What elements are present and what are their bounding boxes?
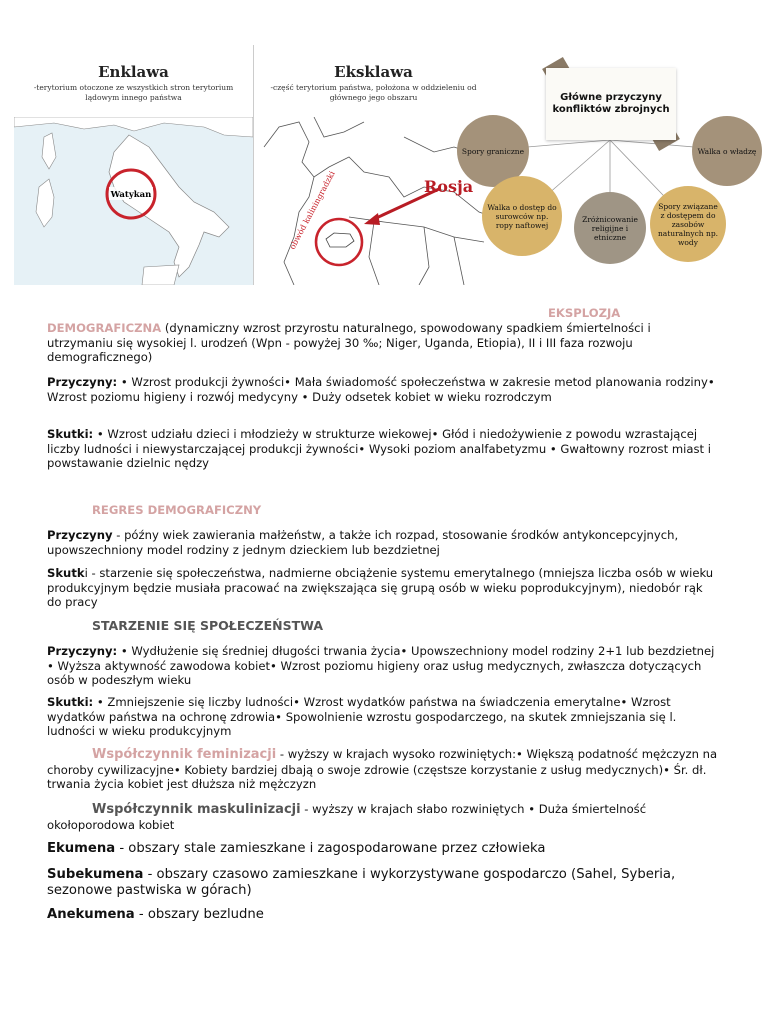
explosion-heading-2: DEMOGRAFICZNA — [47, 321, 162, 335]
causes-label: Przyczyny: — [47, 644, 118, 658]
masculinization-paragraph — [47, 802, 719, 832]
aging-causes — [47, 644, 719, 688]
effects-label: Skutki: — [47, 427, 94, 441]
term-definition: - obszary bezludne — [134, 907, 264, 922]
regres-causes — [47, 528, 719, 557]
feminization-text: - wyższy w krajach wysoko rozwiniętych:• Większą podatność mężczyzn na choroby cywilizacyjne• Kobiety bardziej dbają o swoje zdrowie (częstsze korzystanie z usług medycznych)• Śr. dł. trwania życia kobiet jest dłuższa niż mężczyzn — [47, 747, 718, 791]
russia-label: Rosja — [424, 177, 474, 196]
cause-bubble: Zróżnicowanie religijne i etniczne — [574, 192, 646, 264]
eksklawa-title: Eksklawa — [334, 63, 413, 81]
term-anekumena — [47, 907, 719, 923]
aging-effects — [47, 695, 719, 739]
explosion-paragraph — [47, 321, 719, 365]
feminization-paragraph — [47, 747, 719, 792]
causes-label: Przyczyny — [47, 528, 113, 542]
italy-map — [14, 117, 253, 285]
term-definition: - obszary stale zamieszkane i zagospodarowane przez człowieka — [115, 841, 546, 856]
masculinization-heading: Współczynnik maskulinizacji — [92, 802, 301, 817]
term-definition: - obszary czasowo zamieszkane i wykorzystywane gospodarczo (Sahel, Syberia, sezonowe pastwiska w górach) — [47, 867, 676, 898]
regres-heading: REGRES DEMOGRAFICZNY — [92, 503, 262, 517]
effects-text: • Wzrost udziału dzieci i młodzieży w strukturze wiekowej• Głód i niedożywienie z powodu wzrastającej liczby ludności i niewystarczającej produkcji żywności• Wysoki poziom analfabetyzmu • Gwałtowny rozrost miast i powstawanie dzielnic nędzy — [47, 427, 711, 470]
effects-text: • Zmniejszenie się liczby ludności• Wzrost wydatków państwa na świadczenia emerytalne• Wzrost wydatków państwa na ochronę zdrowia• Spowolnienie wzrostu gospodarczego, na skutek zmniejszania się l. ludności w wieku produkcyjnym — [47, 695, 677, 738]
effects-label: Skutk — [47, 566, 85, 580]
oblast-label: obwód kaliningradzki — [287, 169, 337, 251]
term-label: Subekumena — [47, 867, 144, 882]
effects-label: Skutki: — [47, 695, 94, 709]
aging-heading: STARZENIE SIĘ SPOŁECZEŃSTWA — [92, 618, 324, 633]
term-label: Anekumena — [47, 907, 135, 922]
eksklawa-subtitle: -część terytorium państwa, położona w oddzieleniu od głównego jego obszaru — [270, 83, 477, 102]
maps-figure — [14, 45, 492, 285]
enklawa-title: Enklawa — [98, 63, 169, 81]
conflicts-diagram — [452, 60, 768, 280]
explosion-heading-1: EKSPLOZJA — [548, 306, 621, 320]
explosion-effects — [47, 427, 719, 471]
cause-bubble: Spory graniczne — [457, 115, 529, 187]
explosion-desc: (dynamiczny wzrost przyrostu naturalnego, spowodowany spadkiem śmiertelności i utrzymaniu się wysokiej l. urodzeń (Wpn - powyżej 30 ‰; Niger, Uganda, Etiopia), II i III faza rozwoju demograficznego) — [47, 321, 651, 364]
cause-bubble: Walka o dostęp do surowców np. ropy naftowej — [482, 176, 562, 256]
enklawa-panel — [14, 45, 253, 285]
explosion-causes — [47, 375, 719, 404]
causes-text: - późny wiek zawierania małżeństw, a także ich rozpad, stosowanie środków antykoncepcyjnych, upowszechniony model rodziny z jednym dzieckiem lub bezdzietnej — [47, 528, 679, 557]
conflicts-center-note: Główne przyczyny konfliktów zbrojnych — [546, 68, 676, 140]
causes-text: • Wzrost produkcji żywności• Mała świadomość społeczeństwa w zakresie metod planowania rodziny• Wzrost poziomu higieny i rozwój medycyny • Duży odsetek kobiet w wieku rozrodczym — [47, 375, 715, 404]
masculinization-text: - wyższy w krajach słabo rozwiniętych • Duża śmiertelność okołoporodowa kobiet — [47, 802, 647, 832]
effects-text: i - starzenie się społeczeństwa, nadmierne obciążenie systemu emerytalnego (mniejsza liczba osób w wieku produkcyjnym będzie musiała pracować na zwiększająca się grupą osób w wieku poprodukcyjnym), niedobór rąk do pracy — [47, 566, 714, 609]
enklawa-subtitle: -terytorium otoczone ze wszystkich stron terytorium lądowym innego państwa — [33, 83, 234, 102]
cause-bubble: Walka o władzę — [692, 116, 762, 186]
causes-label: Przyczyny: — [47, 375, 118, 389]
term-label: Ekumena — [47, 841, 116, 856]
causes-text: • Wydłużenie się średniej długości trwania życia• Upowszechniony model rodziny 2+1 lub bezdzietnej • Wyższa aktywność zawodowa kobiet• Wzrost poziomu higieny oraz usług medycznych, zwłaszcza dotyczących osób w podeszłym wieku — [47, 644, 715, 687]
feminization-heading: Współczynnik feminizacji — [92, 747, 277, 762]
vatican-label: Watykan — [110, 190, 152, 200]
term-subekumena — [47, 867, 719, 899]
cause-bubble: Spory związane z dostępem do zasobów naturalnych np. wody — [650, 186, 726, 262]
regres-effects — [47, 566, 719, 610]
term-ekumena — [47, 841, 719, 857]
